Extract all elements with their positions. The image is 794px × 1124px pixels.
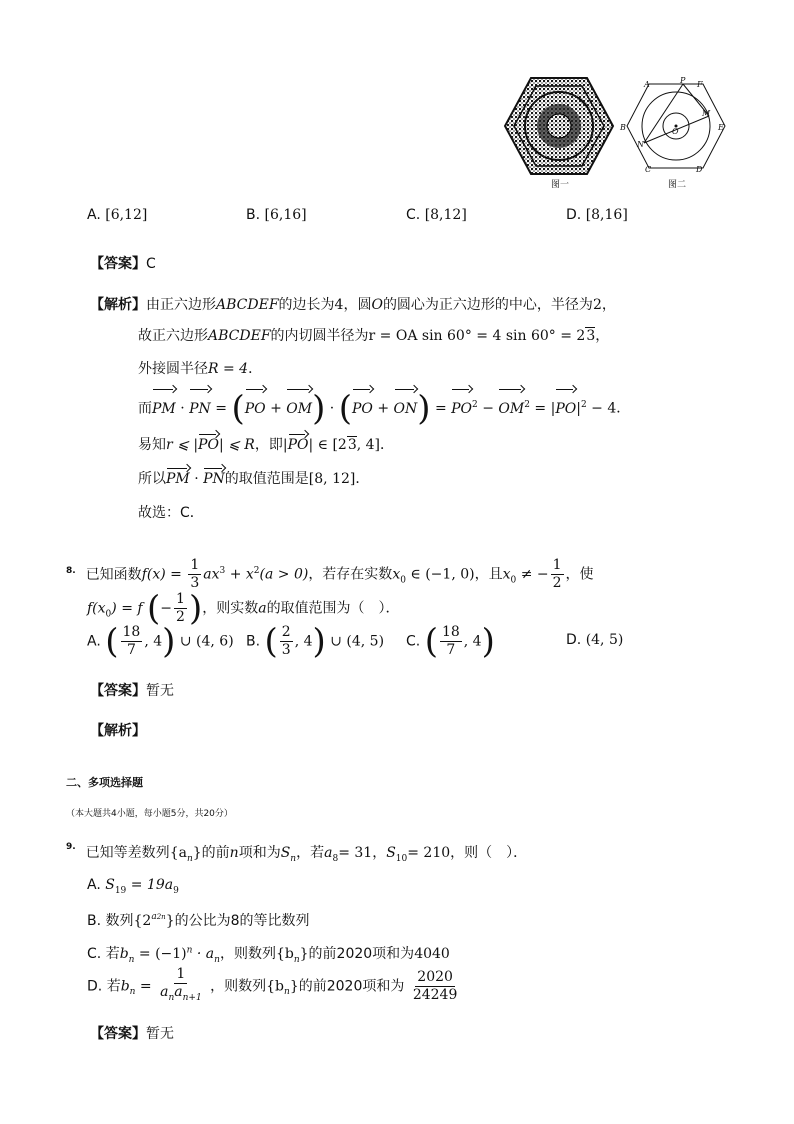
fig-label-m: M [702,109,711,118]
fig-label-e: E [718,123,724,132]
q7-solution-line3: 外接圆半径R = 4． [138,361,263,377]
q7-option-a[interactable]: A. [6,12] [87,207,148,223]
fig-label-d: D [696,165,703,174]
q7-solution-line5: 易知r ⩽ |PO| ⩽ R，即|PO| ∈ [23, 4]． [138,437,395,453]
fig-label-f: F [697,80,703,89]
q8-option-b[interactable]: B. ( $\frac{2}{3}$ , 4) ∪ (4, 5) [246,621,385,662]
q8-answer: 【答案】暂无 [90,683,174,699]
section-title: 二、多项选择题 [66,776,143,789]
section-note: （本大题共4小题，每小题5分，共20分） [66,809,233,819]
q8-solution: 【解析】 [90,723,146,739]
q7-solution-line1: 【解析】由正六边形ABCDEF的边长为4，圆O的圆心为正六边形的中心，半径为2， [90,297,616,313]
figure-1 [503,76,615,180]
fig-label-p: P [680,76,686,85]
q7-option-b[interactable]: B. [6,16] [246,207,307,223]
figure-1-caption: 图一 [551,180,570,190]
q9-option-b[interactable]: B. 数列$\{2^{a2n}\}$的公比为8的等比数列 [87,912,310,929]
figure-2-caption: 图二 [668,180,687,190]
q8-option-a[interactable]: A. ( $\frac{18}{7}$ , 4) ∪ (4, 6) [87,621,234,662]
fig-label-o: O [672,127,679,136]
q7-solution-line6: 所以PM · PN的取值范围是[8, 12]． [138,471,370,487]
q8-option-d[interactable]: D. (4, 5) [566,632,624,648]
q9-stem: $^{9.}$ 已知等差数列$\{a_n\}$的前n项和为$S_n$，若$a_8= 31$，$S_{10}= 210$，则（ ）． [66,842,528,864]
q7-solution-line7: 故选：C． [138,505,204,521]
fig-label-n: N [637,140,644,149]
q9-option-c[interactable]: C. 若$b_n = (-1)^n \cdot a_n$，则数列$\{b_n\}$的前2020项和为4040 [87,945,450,965]
q8-option-c[interactable]: C. ( $\frac{18}{7}$ , 4) [406,621,495,662]
q7-solution-line2: 故正六边形ABCDEF的内切圆半径为r = OA sin 60° = 4 sin 60° = 23， [138,328,610,344]
q7-solution-line4: 而PM · PN = $(PO + OM) \cdot (PO + ON) = PO^2 - OM^2 = |PO|^2 - 4$． [138,388,631,429]
figure-2 [621,76,731,176]
q7-option-d[interactable]: D. [8,16] [566,207,628,223]
q7-answer: 【答案】C [90,256,156,272]
q8-stem-line1: $^{8.}$ 已知函数f(x) = $\frac{1}{3}$ $ax^3 + x^2(a > 0)$，若存在实数$x_0$ ∈ (−1, 0)，且$x_0$ ≠ − $\frac{1}{2}$ ，使 [66,557,594,592]
q9-option-a[interactable]: A. $S_{19} = 19a_9$ [87,877,179,896]
fig-label-c: C [645,165,652,174]
q9-answer: 【答案】暂无 [90,1026,174,1042]
q8-stem-line2: $f(x_0) = f$ (− $\frac{1}{2}$ )，则实数a的取值范围为（ ）． [87,588,400,629]
fig-label-a: A [644,80,650,89]
q7-option-c[interactable]: C. [8,12] [406,207,467,223]
q9-option-d[interactable]: D. 若$b_n$ = $\frac{1}{a_na_{n+1}}$ ，则数列$\{b_n\}$的前2020项和为 $\frac{2020}{24249}$ [87,966,458,1003]
fig-label-b: B [620,123,626,132]
